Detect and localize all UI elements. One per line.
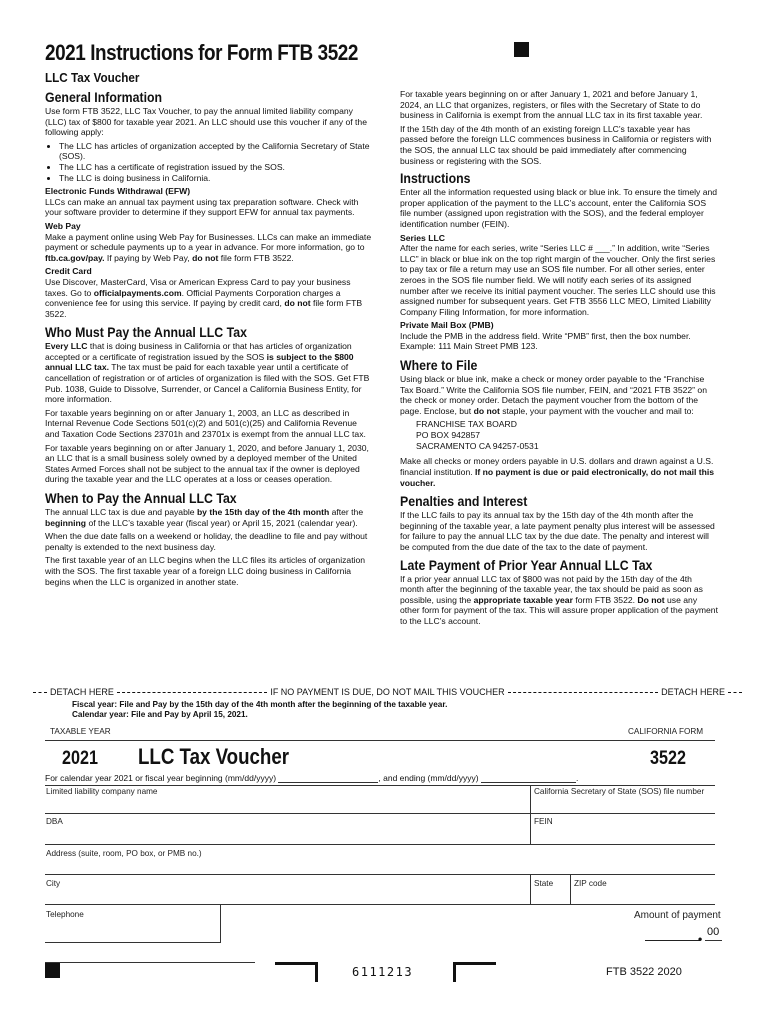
scan-code: 6111213 [352,965,414,979]
address-line: SACRAMENTO CA 94257-0531 [416,441,539,452]
general-info-list [45,141,372,183]
scan-bracket-right [453,962,496,982]
amount-of-payment-label: Amount of payment [634,910,721,921]
voucher-form-number: 3522 [650,748,686,769]
beginning-date-field[interactable] [278,782,378,783]
payment-terms-text: Make all checks or money orders payable in U.S. dollars and drawn against a U.S. financial institution. If no payment is due or paid electronically, do not mail this voucher. [400,456,715,488]
credit-card-text: Use Discover, MasterCard, Visa or American Express Card to pay your business taxes. Go to officialpayments.com. Official Payments Corporation charges a convenience fee for using this service. If paying by credit card, do not file form FTB 3522. [45,276,363,319]
efw-heading: Electronic Funds Withdrawal (EFW) [45,186,191,197]
general-info-text: Use form FTB 3522, LLC Tax Voucher, to pay the annual limited liability company (LLC) tax of $800 for taxable year 2021. An LLC should use this voucher if any of the following apply: [45,106,367,138]
series-llc-heading: Series LLC [400,232,445,243]
credit-card-heading: Credit Card [45,266,92,277]
pmb-text: Include the PMB in the address field. Write “PMB” first, then the box number. Example: 111 Main Street PMB 123. [400,330,691,352]
zip-code-field[interactable] [572,890,715,904]
taxable-period-line: For calendar year 2021 or fiscal year beginning (mm/dd/yyyy) , and ending (mm/dd/yyyy) . [45,773,579,783]
pmb-heading: Private Mail Box (PMB) [400,320,494,331]
address-field[interactable] [45,860,715,874]
when-to-pay-text: The annual LLC tax is due and payable by the 15th day of the 4th month after the beginning of the LLC’s taxable year (fiscal year) or April 15, 2021 (calendar year). [45,507,364,528]
fein-field[interactable] [532,828,715,844]
first-year-exempt-text: For taxable years beginning on or after January 1, 2021 and before January 1, 2024, an LLC that organizes, registers, or files with the Secretary of State to do business in California is exempt from the annual LLC tax in its first taxable year. [400,89,703,121]
page-title: 2021 Instructions for Form FTB 3522 [45,40,358,65]
state-field[interactable] [532,890,569,904]
list-item: • The LLC has articles of organization accepted by the California Secretary of State (SOS). [59,141,372,162]
first-year-text: The first taxable year of an LLC begins when the LLC files its articles of organization with the SOS. The first taxable year of a foreign LLC doing business in California begins when the LLC is organized in another state. [45,555,366,587]
company-name-label: Limited liability company name [46,787,158,796]
page-subtitle: LLC Tax Voucher [45,70,140,85]
webpay-link[interactable]: ftb.ca.gov/pay. [45,252,105,263]
amount-of-payment-field[interactable] [645,928,700,941]
who-armed-forces-text: For taxable years beginning on or after January 1, 2020, and before January 1, 2030, an LLC that is a small business solely owned by a deployed member of the United States Armed Forces shall not be subject to the annual tax if the owner is deployed during the taxable year and the LLC operates at a loss or ceases operation. [45,442,369,485]
california-form-label: CALIFORNIA FORM [628,727,704,736]
taxable-year-label: TAXABLE YEAR [50,727,111,736]
address-line: PO BOX 942857 [416,430,481,441]
fein-label: FEIN [534,817,553,826]
mailing-address [400,419,718,452]
penalties-heading: Penalties and Interest [400,493,528,510]
dba-field[interactable] [45,828,529,844]
sos-file-number-field[interactable] [532,797,715,813]
where-to-file-heading: Where to File [400,357,478,374]
detach-label-left: DETACH HERE [50,687,114,697]
amount-cents: 00 [707,926,720,938]
voucher-year: 2021 [62,748,98,769]
general-info-heading: General Information [45,89,163,105]
city-field[interactable] [45,890,529,904]
left-column [45,89,372,590]
detach-line [30,687,745,697]
address-label: Address (suite, room, PO box, or PMB no.) [46,849,202,858]
who-must-pay-heading: Who Must Pay the Annual LLC Tax [45,324,247,341]
who-must-pay-text: Every LLC that is doing business in California or that has articles of organization accepted or a certificate of registration issued by the SOS is subject to the $800 annual LLC tax. The tax must be paid for each taxable year until a certificate of cancellation of registration or of articles of organization is filed with the SOS. Get FTB Pub. 1038, Guide to Dissolve, Surrender, or Cancel a California Business Entity, for more information. [45,341,370,405]
foreign-llc-text: If the 15th day of the 4th month of an existing foreign LLC’s taxable year has passed before the foreign LLC commences business in California or registers with the SOS, the annual LLC tax should be paid immediately after commencing business or registering with the SOS. [400,123,712,166]
weekend-text: When the due date falls on a weekend or holiday, the deadline to file and pay without penalty is extended to the next business day. [45,531,368,552]
city-label: City [46,879,61,888]
series-llc-text: After the name for each series, write “Series LLC # ___.” In addition, write “Series LLC” in black or blue ink on the top right margin of the voucher. Only the first series to pay tax or file a return may use an SOS file number. For all other series, enter zeroes in the SOS file number field. We will notify each series of its assigned number after we receive its initial payment voucher. The series LLC should use this assigned number for subsequent years. Get FTB 3556 LLC MEO, Limited Liability Company Filing Information, for more information. [400,243,716,317]
ending-date-field[interactable] [481,782,576,783]
late-payment-heading: Late Payment of Prior Year Annual LLC Tax [400,556,653,573]
webpay-text: Make a payment online using Web Pay for Businesses. LLCs can make an immediate payment or schedule payments up to a year in advance. For more information, go to ftb.ca.gov/pay. If paying by Web Pay, do not file form FTB 3522. [45,231,372,263]
sos-file-number-label: California Secretary of State (SOS) file number [534,787,705,796]
zip-code-label: ZIP code [574,879,607,888]
no-payment-notice: IF NO PAYMENT IS DUE, DO NOT MAIL THIS VOUCHER [270,687,505,697]
footer-form-id: FTB 3522 2020 [606,966,682,978]
due-date-notes: Fiscal year: File and Pay by the 15th day of the 4th month after the beginning of the taxable year. Calendar year: File and Pay by April 15, 2021. [72,700,448,719]
penalties-text: If the LLC fails to pay its annual tax by the 15th day of the 4th month after the beginning of the taxable year, a late payment penalty plus interest will be assessed for failure to pay the annual LLC tax by the due date. The penalty and interest will be computed from the due date of the tax to the date of payment. [400,510,715,552]
late-payment-text: If a prior year annual LLC tax of $800 was not paid by the 15th day of the 4th month after the beginning of the taxable year, the tax should be paid as soon as possible, using the appropriate taxable year form FTB 3522. Do not use any other form for payment of the tax. This will assure proper application of the payment to the LLC’s account. [400,573,718,626]
efw-text: LLCs can make an annual tax payment using tax preparation software. Check with your software provider to determine if they support EFW for annual tax payments. [45,196,359,218]
list-item: • The LLC has a certificate of registration issued by the SOS. [59,162,372,173]
webpay-heading: Web Pay [45,220,81,231]
decimal-point: • [698,932,703,946]
where-to-file-text: Using black or blue ink, make a check or money order payable to the “Franchise Tax Board.” Write the California SOS file number, FEIN, and “2021 FTB 3522” on the check or money order. Detach the payment voucher from the bottom of the page. Enclose, but do not staple, your payment with the voucher and mail to: [400,374,707,416]
scan-mark-left [45,963,60,978]
address-line: FRANCHISE TAX BOARD [416,419,517,430]
telephone-label: Telephone [46,910,84,919]
state-label: State [534,879,554,888]
right-column [400,89,718,630]
instructions-text: Enter all the information requested using black or blue ink. To ensure the timely and proper application of the payment to the LLC’s account, enter the California SOS file number (assigned upon registration with the SOS), and the federal employer identification number (FEIN). [400,187,718,229]
when-to-pay-heading: When to Pay the Annual LLC Tax [45,490,237,506]
instructions-heading: Instructions [400,170,471,187]
dba-label: DBA [46,817,63,826]
list-item: • The LLC is doing business in California. [59,173,372,184]
scan-bracket-left [275,962,318,982]
telephone-field[interactable] [45,922,218,940]
registration-mark [514,42,529,57]
official-payments-link[interactable]: officialpayments.com [93,287,182,298]
detach-label-right: DETACH HERE [661,687,725,697]
voucher-title: LLC Tax Voucher [138,744,290,769]
who-exempt-text: For taxable years beginning on or after January 1, 2003, an LLC as described in Internal Revenue Code Sections 501(c)(2) and 501(c)(25) and California Revenue and Taxation Code Sections 23701h and 23701x is exempt from the annual LLC tax. [45,407,366,440]
